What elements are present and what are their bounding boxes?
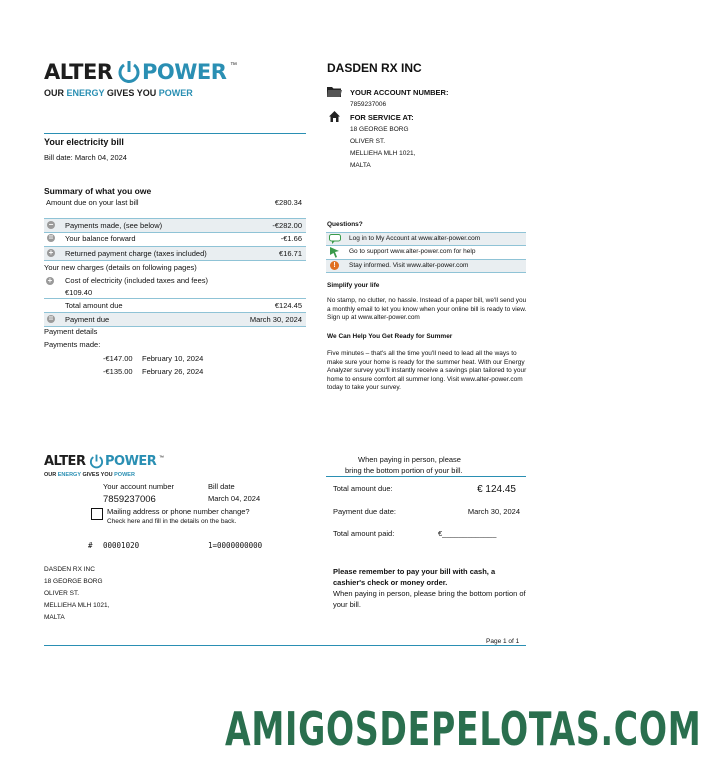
address-change-sub: Check here and fill in the details on the back.	[107, 518, 237, 525]
returned-payment-row: + Returned payment charge (taxes included) €16.71	[44, 246, 306, 261]
last-bill-value: €280.34	[274, 198, 302, 207]
payment-amount: -€135.00	[103, 367, 133, 376]
stub-reminder-bold: Please remember to pay your bill with cash, a cashier's check or money order.	[333, 567, 496, 587]
customer-name: DASDEN RX INC	[327, 61, 422, 75]
stub-due-label: Payment due date:	[333, 507, 396, 516]
service-address-line3: MELLIEHA MLH 1021,	[350, 150, 416, 157]
watermark-text: AMIGOSDEPELOTAS.COM	[225, 702, 701, 756]
account-number-label: YOUR ACCOUNT NUMBER:	[350, 88, 449, 97]
summer-text: Five minutes – that's all the time you'll need to lead all the ways to make sure your home is ready for the summer heat. With our Energy Analyzer survey you'll instantly receive a savings plan tailored to your home to ensure comfort all summer long. Visit www.alter-power.com today to take your survey.	[327, 350, 527, 391]
folder-icon	[327, 86, 342, 97]
stub-bill-date-label: Bill date	[208, 482, 235, 491]
plus-icon: +	[48, 248, 54, 257]
in-person-line2: bring the bottom portion of your bill.	[345, 466, 463, 475]
minus-icon: −	[48, 220, 54, 229]
simplify-title: Simplify your life	[327, 282, 380, 289]
brand-logo	[44, 58, 244, 100]
bill-title: Your electricity bill	[44, 137, 124, 147]
stub-due-value: March 30, 2024	[467, 507, 520, 516]
summer-title: We Can Help You Get Ready for Summer	[327, 333, 453, 340]
logo-power: POWER	[105, 454, 157, 469]
scan-code-2: 1=0000000000	[208, 541, 263, 550]
cost-of-electricity-value: €109.40	[65, 288, 93, 297]
stub-reminder-text: When paying in person, please bring the bottom portion of your bill.	[333, 589, 526, 609]
logo-tm: ™	[230, 62, 237, 69]
stub-total-label: Total amount due:	[333, 484, 393, 493]
payments-made-row: − Payments made, (see below) -€282.00	[44, 218, 306, 233]
logo-power: POWER	[142, 60, 227, 84]
address-change-checkbox[interactable]	[91, 508, 103, 520]
account-number: 7859237006	[350, 101, 387, 108]
stub-customer-name: DASDEN RX INC	[44, 566, 95, 573]
logo-tagline: OUR ENERGY GIVES YOU POWER	[44, 472, 135, 478]
cursor-icon	[330, 247, 340, 258]
payment-date: February 26, 2024	[142, 367, 204, 376]
cost-of-electricity-label: Cost of electricity (included taxes and fees)	[65, 276, 208, 285]
stub-account-label: Your account number	[103, 482, 175, 491]
plus-icon: +	[47, 276, 53, 285]
stub-paid-field[interactable]: €_____________	[438, 529, 497, 538]
in-person-line1: When paying in person, please	[358, 455, 461, 464]
equals-icon: =	[48, 314, 54, 323]
payment-date: February 10, 2024	[142, 354, 204, 363]
stay-informed-row: ! Stay informed. Visit www.alter-power.com	[326, 259, 526, 273]
stub-address-line1: 18 GEORGE BORG	[44, 578, 103, 585]
service-address-line1: 18 GEORGE BORG	[350, 126, 409, 133]
logo-tagline: OUR ENERGY GIVES YOU POWER	[44, 88, 193, 98]
stub-logo	[44, 454, 169, 482]
divider	[44, 645, 526, 646]
bill-date: Bill date: March 04, 2024	[44, 153, 127, 162]
power-icon	[89, 454, 104, 469]
payments-made-label: Payments made:	[44, 340, 101, 349]
logo-tm: ™	[159, 455, 164, 461]
service-at-label: FOR SERVICE AT:	[350, 113, 414, 122]
home-icon	[329, 111, 340, 122]
simplify-text: No stamp, no clutter, no hassle. Instead of a paper bill, we'll send you a monthly email to let you know when your online bill is ready to view. Sign up at www.alter-power.com	[327, 297, 527, 321]
logo-alter: ALTER	[44, 454, 86, 469]
support-row: Go to support www.alter-power.com for help	[326, 246, 526, 258]
payment-due-row: = Payment due March 30, 2024	[44, 312, 306, 327]
service-address-line2: OLIVER ST.	[350, 138, 386, 145]
code-hash: #	[88, 541, 93, 550]
equals-icon: =	[48, 233, 54, 242]
login-row: Log in to My Account at www.alter-power.com	[326, 232, 526, 246]
stub-address-line3: MELLIEHA MLH 1021,	[44, 602, 110, 609]
divider	[44, 133, 306, 134]
power-icon	[117, 60, 141, 84]
divider	[326, 476, 526, 477]
info-icon: !	[330, 261, 339, 270]
summary-title: Summary of what you owe	[44, 186, 152, 196]
balance-forward-row: = Your balance forward -€1.66	[48, 233, 302, 243]
logo-alter: ALTER	[44, 60, 113, 84]
new-charges-label: Your new charges (details on following pages)	[44, 263, 197, 272]
stub-total-value: € 124.45	[477, 484, 516, 495]
stub-paid-label: Total amount paid:	[333, 529, 395, 538]
stub-bill-date: March 04, 2024	[208, 494, 261, 503]
stub-account-number: 7859237006	[103, 494, 156, 505]
address-change-label: Mailing address or phone number change?	[107, 507, 250, 516]
last-bill-label: Amount due on your last bill	[46, 198, 139, 207]
payment-details-label: Payment details	[44, 327, 98, 336]
scan-code-1: 00001020	[103, 541, 140, 550]
total-due-row: Total amount due €124.45	[44, 298, 306, 312]
questions-title: Questions?	[327, 221, 363, 228]
chat-icon	[329, 234, 341, 244]
stub-address-line2: OLIVER ST.	[44, 590, 80, 597]
page-number: Page 1 of 1	[486, 638, 520, 645]
service-address-line4: MALTA	[350, 162, 371, 169]
stub-address-line4: MALTA	[44, 614, 65, 621]
payment-amount: -€147.00	[103, 354, 133, 363]
